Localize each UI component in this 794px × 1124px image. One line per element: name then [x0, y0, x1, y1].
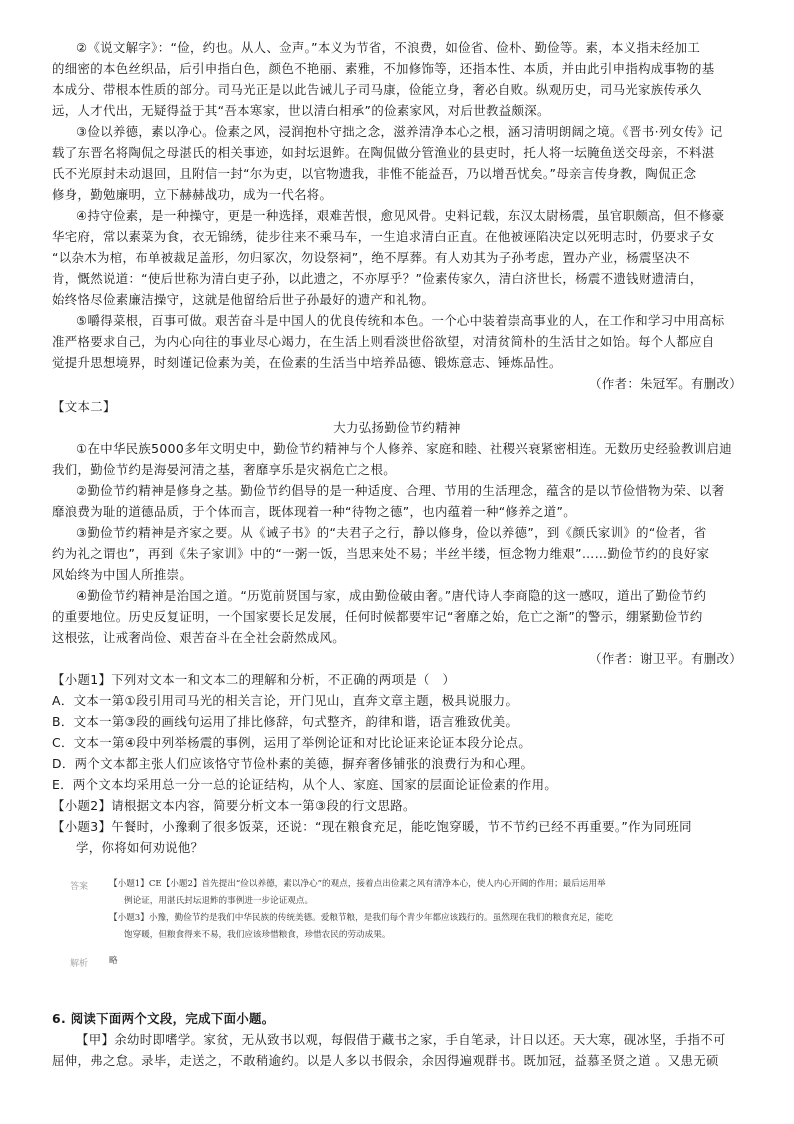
text1-p4-line3: “以杂木为棺，布单被裁足盖形，勿归冢次，勿设祭祠”，绝不厚葬。有人劝其为子孙考虑，置办产业，杨震坚决不 [52, 250, 690, 265]
section6-heading: 6. 阅读下面两个文段，完成下面小题。 [52, 1011, 275, 1026]
text1-p2-line2: 的细密的本色丝织品，后引申指白色，颜色不艳丽、素雅，不加修饰等，还指本性、本质，并由此引申指构成事物的基 [52, 61, 715, 76]
text1-p4-line4: 肯，慨然说道：“使后世称为清白吏子孙，以此遗之，不亦厚乎？”俭素传家久，清白济世长，杨震不遗钱财遗清白， [52, 271, 703, 286]
analysis-text: 略 [109, 956, 118, 966]
answer-label: 答案 [70, 882, 89, 892]
text2-p1-line2: 我们，勤俭节约是海晏河清之基，奢靡享乐是灾祸危亡之根。 [52, 462, 396, 477]
text2-p4-line3: 这根弦，让戒奢尚俭、艰苦奋斗在全社会蔚然成风。 [52, 630, 346, 645]
text2-author: （作者：谢卫平。有删改） [589, 651, 742, 666]
text2-p3-line2: 约为礼之谓也”，再到《朱子家训》中的“一粥一饭，当思来处不易；半丝半缕，恒念物力维艰”……勤俭节约的良好家 [52, 546, 710, 561]
text1-author: （作者：朱冠军。有删改） [589, 376, 742, 391]
question-1: 【小题1】下列对文本一和文本二的理解和分析，不正确的两项是（ ） [52, 672, 456, 687]
text1-p2-line1: ②《说文解字》：“俭，约也。从人、佥声。”本义为节省，不浪费，如俭省、俭朴、勤俭等。素，本义指未经加工 [76, 40, 701, 55]
text2-heading: 【文本二】 [52, 399, 116, 414]
text1-p4-line2: 华宅府，常以素菜为食，衣无锦绣，徒步往来不乘马车，一生追求清白正直。在他被诬陷决定以死明志时，仍要求子女 [52, 229, 715, 244]
text2-p4-line1: ④勤俭节约精神是治国之道。“历览前贤国与家，成由勤俭破由奢。”唐代诗人李商隐的这一感叹，道出了勤俭节约 [76, 588, 707, 603]
option-d: D．两个文本都主张人们应该恪守节俭朴素的美德，摒弃奢侈铺张的浪费行为和心理。 [52, 756, 534, 771]
text1-p5-line1: ⑤嚼得菜根，百事可做。艰苦奋斗是中国人的优良传统和本色。一个心中装着崇高事业的人，在工作和学习中用高标 [76, 313, 725, 328]
text2-p2-line2: 靡浪费为耻的道德品质，于个体而言，既体现着一种“待物之德”，也内蕴着一种“修养之道”。 [52, 504, 576, 519]
text1-p3-line1: ③俭以养德，素以净心。俭素之风，浸润抱朴守拙之念，滋养清净本心之根，涵习清明朗阔之境。《晋书·列女传》记 [76, 124, 723, 139]
question-3-line2: 学，你将如何劝说他？ [76, 840, 204, 855]
text1-p2-line4: 远，人才代出，无疑得益于其“吾本寒家，世以清白相承”的俭素家风，对后世教益颇深。 [52, 103, 550, 118]
text2-p3-line1: ③勤俭节约精神是齐家之要。从《诫子书》的“夫君子之行，静以修身，俭以养德”，到《颜氏家训》的“俭者，省 [76, 525, 707, 540]
answer-line4: 饱穿暖，但粮食得来不易，我们应该珍惜粮食，珍惜农民的劳动成果。 [124, 930, 391, 940]
text1-p3-line3: 氏不光原封未动退回，且附信一封“尔为吏，以官物遗我，非惟不能益吾，乃以增吾忧矣。”母亲言传身教，陶侃正念 [52, 166, 697, 181]
answer-line1: 【小题1】CE【小题2】首先提出“俭以养德，素以净心”的观点，接着点出俭素之风有清净本心，使人内心开阔的作用；最后运用举 [109, 879, 606, 889]
question-3-line1: 【小题3】午餐时，小豫剩了很多饭菜，还说：“现在粮食充足，能吃饱穿暖，节不节约已经不再重要。”作为同班同 [52, 819, 692, 834]
text1-p3-line4: 修身，勤勉廉明，立下赫赫战功，成为一代名将。 [52, 187, 333, 202]
text2-p3-line3: 风始终为中国人所推崇。 [52, 567, 193, 582]
question-2: 【小题2】请根据文本内容，简要分析文本一第③段的行文思路。 [52, 798, 416, 813]
text1-p4-line1: ④持守俭素，是一种操守，更是一种选择，艰难苦恨，愈见风骨。史料记载，东汉太尉杨震，虽官职颇高，但不修豪 [76, 208, 725, 223]
option-c: C．文本一第④段中列举杨震的事例，运用了举例论证和对比论证来论证本段分论点。 [52, 735, 532, 750]
text2-p4-line2: 的重要地位。历史反复证明，一个国家要长足发展，任何时候都要牢记“奢靡之始，危亡之渐”的警示，绷紧勤俭节约 [52, 609, 703, 624]
answer-line2: 例论证，用湛氏封坛退鲊的事例进一步论证观点。 [124, 896, 314, 906]
text2-title: 大力弘扬勤俭节约精神 [333, 420, 461, 435]
section6-line2: 屈伸，弗之怠。录毕，走送之，不敢稍逾约。以是人多以书假余，余因得遍观群书。既加冠，益慕圣贤之道 。又患无硕 [52, 1053, 719, 1068]
text1-p2-line3: 本成分、带根本性质的部分。司马光正是以此告诫儿子司马康，俭能立身，奢必自败。纵观历史，司马光家族传承久 [52, 82, 702, 97]
option-e: E．两个文本均采用总一分一总的论证结构，从个人、家庭、国家的层面论证俭素的作用。 [52, 777, 558, 792]
text1-p5-line3: 觉提升思想境界，时刻谨记俭素为美，在俭素的生活当中培养品德、锻炼意志、锤炼品性。 [52, 355, 562, 370]
section6-line1: 【甲】余幼时即嗜学。家贫，无从致书以观，每假借于藏书之家，手自笔录，计日以还。天大寒，砚冰坚，手指不可 [76, 1032, 726, 1047]
analysis-label: 解析 [70, 959, 89, 969]
text1-p3-line2: 载了东晋名将陶侃之母湛氏的相关事迹，如封坛退鲊。在陶侃做分管渔业的县吏时，托人将一坛腌鱼送交母亲，不料湛 [52, 145, 715, 160]
option-a: A．文本一第①段引用司马光的相关言论，开门见山，直奔文章主题，极具说服力。 [52, 693, 519, 708]
text1-p5-line2: 准严格要求自己，为内心向往的事业尽心竭力，在生活上则看淡世俗欲望，对清贫简朴的生活甘之如饴。每个人都应自 [52, 334, 715, 349]
text1-p4-line5: 始终恪尽俭素廉洁操守，这就是他留给后世子孙最好的遗产和礼物。 [52, 292, 435, 307]
option-b: B．文本一第③段的画线句运用了排比修辞，句式整齐，韵律和谐，语言雅致优美。 [52, 714, 519, 729]
answer-line3: 【小题3】小豫，勤俭节约是我们中华民族的传统美德。爱粮节粮，是我们每个青少年都应该践行的。虽然现在我们的粮食充足，能吃 [109, 913, 613, 923]
text2-p1-line1: ①在中华民族5000多年文明史中，勤俭节约精神与个人修养、家庭和睦、社稷兴衰紧密相连。无数历史经验教训启迪 [76, 441, 732, 456]
text2-p2-line1: ②勤俭节约精神是修身之基。勤俭节约倡导的是一种适度、合理、节用的生活理念，蕴含的是以节俭惜物为荣、以奢 [76, 483, 725, 498]
